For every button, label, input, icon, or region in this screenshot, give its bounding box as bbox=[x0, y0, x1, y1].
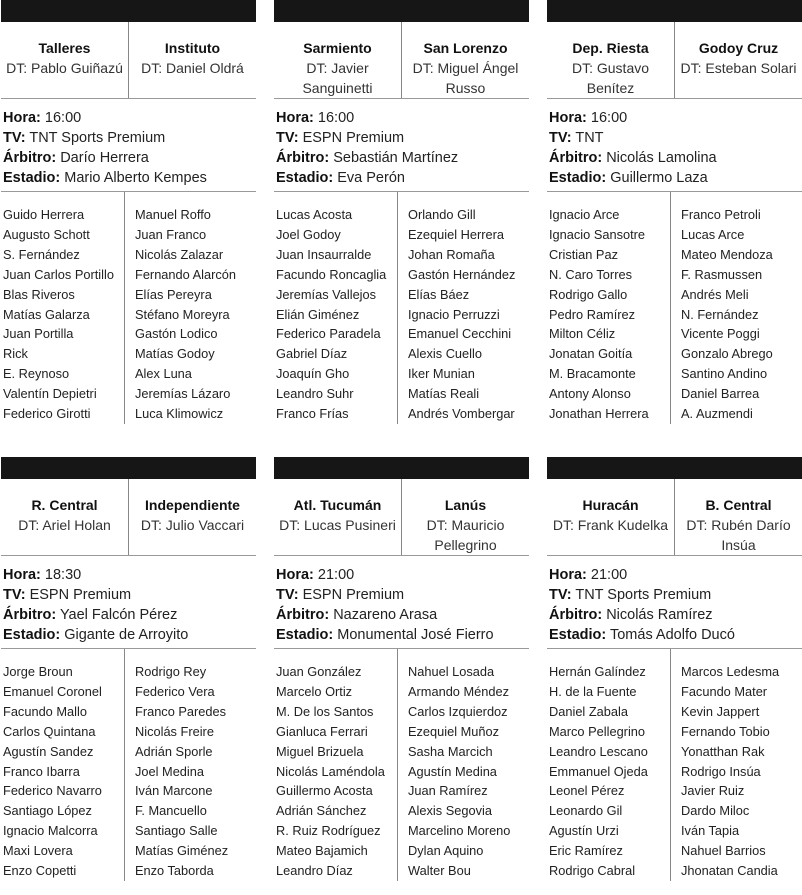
header-bar bbox=[547, 457, 802, 479]
player-name: Federico Vera bbox=[135, 683, 215, 699]
player-name: Guido Herrera bbox=[3, 207, 85, 222]
estadio-label: Estadio: bbox=[276, 627, 334, 643]
tv-line bbox=[3, 128, 256, 148]
player-name: Gastón Lodico bbox=[135, 326, 218, 342]
player-name: Stéfano Moreyra bbox=[135, 306, 230, 322]
coach: DT: Rubén Darío Insúa bbox=[686, 517, 791, 553]
arbitro-line bbox=[276, 148, 529, 168]
estadio-value: Tomás Adolfo Ducó bbox=[609, 627, 735, 643]
player-name: Daniel Zabala bbox=[549, 703, 628, 719]
player-name: Orlando Gill bbox=[408, 207, 476, 222]
player-name: Enzo Copetti bbox=[3, 863, 77, 879]
estadio-value: Monumental José Fierro bbox=[337, 627, 494, 643]
player-name: Marcelo Ortiz bbox=[276, 683, 353, 699]
away-lineup bbox=[670, 192, 802, 424]
away-team bbox=[674, 479, 802, 555]
arbitro-label: Árbitro: bbox=[3, 607, 57, 623]
player-name: Adrián Sporle bbox=[135, 743, 213, 759]
coach: DT: Frank Kudelka bbox=[552, 517, 669, 533]
hora-value: 21:00 bbox=[590, 567, 628, 583]
match-card bbox=[274, 0, 529, 424]
estadio-line bbox=[549, 168, 802, 188]
arbitro-label: Árbitro: bbox=[549, 150, 603, 166]
player-name: Ezequiel Muñoz bbox=[408, 723, 500, 739]
tv-value: TNT Sports Premium bbox=[29, 130, 166, 146]
home-lineup bbox=[1, 192, 124, 424]
player-name: Facundo Mater bbox=[681, 683, 768, 699]
player-name: Jeremías Lázaro bbox=[135, 386, 231, 402]
hora-line bbox=[549, 108, 802, 128]
estadio-label: Estadio: bbox=[549, 627, 607, 643]
hora-line bbox=[276, 108, 529, 128]
player-name: Franco Paredes bbox=[135, 703, 227, 719]
coach: DT: Ariel Holan bbox=[18, 517, 111, 533]
match-card bbox=[547, 457, 802, 881]
tv-line bbox=[549, 585, 802, 605]
player-name: Emanuel Coronel bbox=[3, 683, 102, 699]
player-name: Juan Portilla bbox=[3, 326, 74, 342]
match-info bbox=[274, 99, 529, 192]
team-name: Huracán bbox=[582, 497, 639, 513]
estadio-line bbox=[276, 625, 529, 645]
arbitro-label: Árbitro: bbox=[3, 150, 57, 166]
player-name: Santiago López bbox=[3, 803, 92, 819]
teams-row bbox=[1, 479, 256, 556]
player-name: Santiago Salle bbox=[135, 823, 218, 839]
teams-row bbox=[274, 479, 529, 556]
match-info bbox=[1, 556, 256, 649]
hora-label: Hora: bbox=[3, 567, 41, 583]
teams-row bbox=[1, 22, 256, 99]
player-name: Nicolás Laméndola bbox=[276, 763, 385, 779]
team-name: Talleres bbox=[38, 40, 91, 56]
arbitro-line bbox=[276, 605, 529, 625]
player-name: Blas Riveros bbox=[3, 286, 75, 302]
home-lineup bbox=[274, 192, 397, 424]
team-name: B. Central bbox=[705, 497, 772, 513]
header-bar bbox=[274, 0, 529, 22]
away-team bbox=[674, 22, 802, 98]
player-name: Vicente Poggi bbox=[681, 326, 760, 342]
player-name: Rodrigo Gallo bbox=[549, 286, 628, 302]
player-name: Hernán Galíndez bbox=[549, 664, 646, 679]
tv-line bbox=[549, 128, 802, 148]
player-name: Ignacio Arce bbox=[549, 207, 620, 222]
tv-label: TV: bbox=[276, 130, 299, 146]
tv-label: TV: bbox=[549, 587, 572, 603]
arbitro-line bbox=[549, 148, 802, 168]
player-name: Yonatthan Rak bbox=[681, 743, 765, 759]
teams-row bbox=[547, 479, 802, 556]
player-name: Luca Klimowicz bbox=[135, 406, 224, 422]
estadio-line bbox=[3, 168, 256, 188]
away-lineup bbox=[397, 192, 529, 424]
coach: DT: Esteban Solari bbox=[680, 60, 797, 76]
player-name: Nicolás Zalazar bbox=[135, 246, 224, 262]
player-name: S. Fernández bbox=[3, 246, 80, 262]
player-name: Guillermo Acosta bbox=[276, 783, 373, 799]
team-name: R. Central bbox=[31, 497, 98, 513]
lineups bbox=[547, 649, 802, 881]
player-name: A. Auzmendi bbox=[681, 406, 753, 422]
away-lineup bbox=[397, 649, 529, 881]
player-name: Emanuel Cecchini bbox=[408, 326, 512, 342]
estadio-label: Estadio: bbox=[276, 170, 334, 186]
match-info bbox=[1, 99, 256, 192]
player-name: Gabriel Díaz bbox=[276, 346, 348, 362]
match-card bbox=[1, 0, 256, 424]
tv-label: TV: bbox=[3, 587, 26, 603]
hora-line bbox=[549, 565, 802, 585]
player-name: H. de la Fuente bbox=[549, 683, 637, 699]
coach: DT: Mauricio Pellegrino bbox=[426, 517, 505, 553]
player-name: Leonardo Gil bbox=[549, 803, 623, 819]
estadio-line bbox=[3, 625, 256, 645]
tv-line bbox=[276, 585, 529, 605]
away-team bbox=[401, 479, 529, 555]
player-name: Alex Luna bbox=[135, 366, 192, 382]
arbitro-value: Nicolás Lamolina bbox=[606, 150, 717, 166]
player-name: Ignacio Malcorra bbox=[3, 823, 98, 839]
away-team bbox=[128, 22, 256, 98]
player-name: Andrés Vombergar bbox=[408, 406, 515, 422]
player-name: F. Rasmussen bbox=[681, 266, 763, 282]
lineups bbox=[1, 192, 256, 424]
player-name: Rodrigo Cabral bbox=[549, 863, 636, 879]
player-name: Gianluca Ferrari bbox=[276, 723, 368, 739]
player-name: Dylan Aquino bbox=[408, 843, 484, 859]
hora-value: 16:00 bbox=[590, 110, 628, 126]
player-name: M. Bracamonte bbox=[549, 366, 636, 382]
player-name: Javier Ruiz bbox=[681, 783, 745, 799]
player-name: Johan Romaña bbox=[408, 246, 495, 262]
player-name: Agustín Medina bbox=[408, 763, 497, 779]
player-name: F. Mancuello bbox=[135, 803, 207, 819]
player-name: Carlos Izquierdoz bbox=[408, 703, 508, 719]
coach: DT: Javier Sanguinetti bbox=[302, 60, 373, 96]
hora-value: 21:00 bbox=[317, 567, 355, 583]
header-bar bbox=[274, 457, 529, 479]
tv-value: TNT bbox=[575, 130, 604, 146]
player-name: Fernando Alarcón bbox=[135, 266, 237, 282]
arbitro-value: Darío Herrera bbox=[60, 150, 149, 166]
team-name: Sarmiento bbox=[303, 40, 372, 56]
player-name: N. Caro Torres bbox=[549, 266, 632, 282]
player-name: Ignacio Perruzzi bbox=[408, 306, 500, 322]
lineups bbox=[547, 192, 802, 424]
hora-label: Hora: bbox=[276, 567, 314, 583]
player-name: Eric Ramírez bbox=[549, 843, 623, 859]
match-card bbox=[547, 0, 802, 424]
estadio-value: Mario Alberto Kempes bbox=[64, 170, 207, 186]
coach: DT: Pablo Guiñazú bbox=[6, 60, 123, 76]
hora-label: Hora: bbox=[549, 110, 587, 126]
home-team bbox=[1, 22, 128, 98]
coach: DT: Gustavo Benítez bbox=[571, 60, 650, 96]
home-team bbox=[274, 479, 401, 555]
player-name: Joel Medina bbox=[135, 763, 205, 779]
player-name: Ezequiel Herrera bbox=[408, 226, 505, 242]
player-name: Joaquín Gho bbox=[276, 366, 350, 382]
match-info bbox=[547, 556, 802, 649]
player-name: Iván Marcone bbox=[135, 783, 213, 799]
player-name: Valentín Depietri bbox=[3, 386, 97, 402]
team-name: Dep. Riesta bbox=[572, 40, 649, 56]
estadio-line bbox=[276, 168, 529, 188]
player-name: Jeremías Vallejos bbox=[276, 286, 377, 302]
player-name: Jhonatan Candia bbox=[681, 863, 778, 879]
player-name: Rick bbox=[3, 346, 28, 362]
player-name: Rodrigo Insúa bbox=[681, 763, 761, 779]
player-name: Elías Báez bbox=[408, 286, 470, 302]
match-card bbox=[274, 457, 529, 881]
tv-value: ESPN Premium bbox=[302, 130, 405, 146]
player-name: Federico Navarro bbox=[3, 783, 102, 799]
player-name: Juan Ramírez bbox=[408, 783, 488, 799]
lineups bbox=[274, 192, 529, 424]
player-name: Juan González bbox=[276, 664, 362, 679]
hora-value: 16:00 bbox=[317, 110, 355, 126]
player-name: Marcelino Moreno bbox=[408, 823, 511, 839]
player-name: Matías Giménez bbox=[135, 843, 229, 859]
hora-label: Hora: bbox=[276, 110, 314, 126]
arbitro-line bbox=[3, 605, 256, 625]
player-name: Dardo Miloc bbox=[681, 803, 750, 819]
player-name: Pedro Ramírez bbox=[549, 306, 636, 322]
player-name: Elián Giménez bbox=[276, 306, 360, 322]
home-team bbox=[547, 479, 674, 555]
player-name: Leonel Pérez bbox=[549, 783, 625, 799]
away-lineup bbox=[124, 649, 256, 881]
home-lineup bbox=[274, 649, 397, 881]
team-name: Lanús bbox=[444, 497, 487, 513]
home-lineup bbox=[547, 192, 670, 424]
match-info bbox=[274, 556, 529, 649]
home-lineup bbox=[547, 649, 670, 881]
hora-line bbox=[276, 565, 529, 585]
coach: DT: Daniel Oldrá bbox=[141, 60, 244, 76]
player-name: Iván Tapia bbox=[681, 823, 740, 839]
tv-value: ESPN Premium bbox=[29, 587, 132, 603]
player-name: Iker Munian bbox=[408, 366, 475, 382]
player-name: Alexis Segovia bbox=[408, 803, 492, 819]
player-name: Franco Petroli bbox=[681, 207, 761, 222]
player-name: M. De los Santos bbox=[276, 703, 374, 719]
player-name: Jorge Broun bbox=[3, 664, 73, 679]
player-name: Jonathan Herrera bbox=[549, 406, 649, 422]
estadio-value: Eva Perón bbox=[337, 170, 405, 186]
player-name: Matías Godoy bbox=[135, 346, 215, 362]
player-name: Lucas Acosta bbox=[276, 207, 353, 222]
player-name: Nahuel Barrios bbox=[681, 843, 766, 859]
header-bar bbox=[1, 457, 256, 479]
arbitro-line bbox=[549, 605, 802, 625]
player-name: Santino Andino bbox=[681, 366, 768, 382]
tv-label: TV: bbox=[276, 587, 299, 603]
player-name: Alexis Cuello bbox=[408, 346, 482, 362]
player-name: Cristian Paz bbox=[549, 246, 618, 262]
team-name: Atl. Tucumán bbox=[293, 497, 382, 513]
player-name: Matías Galarza bbox=[3, 306, 90, 322]
coach: DT: Julio Vaccari bbox=[140, 517, 245, 533]
player-name: Facundo Mallo bbox=[3, 703, 87, 719]
player-name: Juan Franco bbox=[135, 226, 207, 242]
player-name: Kevin Jappert bbox=[681, 703, 760, 719]
arbitro-label: Árbitro: bbox=[549, 607, 603, 623]
player-name: Rodrigo Rey bbox=[135, 664, 207, 679]
home-lineup bbox=[1, 649, 124, 881]
home-team bbox=[274, 22, 401, 98]
player-name: Leandro Suhr bbox=[276, 386, 354, 402]
player-name: Armando Méndez bbox=[408, 683, 510, 699]
arbitro-value: Nicolás Ramírez bbox=[606, 607, 713, 623]
player-name: Nahuel Losada bbox=[408, 664, 495, 679]
player-name: Agustín Sandez bbox=[3, 743, 94, 759]
player-name: Leandro Lescano bbox=[549, 743, 648, 759]
player-name: Mateo Mendoza bbox=[681, 246, 773, 262]
player-name: Federico Paradela bbox=[276, 326, 381, 342]
player-name: Daniel Barrea bbox=[681, 386, 760, 402]
player-name: Walter Bou bbox=[408, 863, 471, 879]
estadio-label: Estadio: bbox=[3, 627, 61, 643]
lineups bbox=[1, 649, 256, 881]
player-name: Lucas Arce bbox=[681, 226, 745, 242]
team-name: Independiente bbox=[145, 497, 240, 513]
player-name: Ignacio Sansotre bbox=[549, 226, 646, 242]
player-name: Marcos Ledesma bbox=[681, 664, 780, 679]
player-name: Carlos Quintana bbox=[3, 723, 96, 739]
player-name: Joel Godoy bbox=[276, 226, 341, 242]
player-name: Andrés Meli bbox=[681, 286, 749, 302]
player-name: Juan Insaurralde bbox=[276, 246, 372, 262]
teams-row bbox=[547, 22, 802, 99]
player-name: Leandro Díaz bbox=[276, 863, 353, 879]
player-name: Franco Ibarra bbox=[3, 763, 80, 779]
player-name: Juan Carlos Portillo bbox=[3, 266, 114, 282]
player-name: R. Ruiz Rodríguez bbox=[276, 823, 381, 839]
hora-value: 18:30 bbox=[44, 567, 82, 583]
player-name: N. Fernández bbox=[681, 306, 759, 322]
player-name: Facundo Roncaglia bbox=[276, 266, 387, 282]
team-name: Instituto bbox=[164, 40, 221, 56]
coach: DT: Lucas Pusineri bbox=[279, 517, 396, 533]
away-team bbox=[128, 479, 256, 555]
player-name: Gonzalo Abrego bbox=[681, 346, 773, 362]
hora-line bbox=[3, 565, 256, 585]
team-name: San Lorenzo bbox=[423, 40, 508, 56]
player-name: Mateo Bajamich bbox=[276, 843, 368, 859]
arbitro-value: Yael Falcón Pérez bbox=[59, 607, 178, 623]
player-name: Matías Reali bbox=[408, 386, 480, 402]
tv-line bbox=[276, 128, 529, 148]
player-name: Sasha Marcich bbox=[408, 743, 493, 759]
header-bar bbox=[1, 0, 256, 22]
estadio-label: Estadio: bbox=[549, 170, 607, 186]
teams-row bbox=[274, 22, 529, 99]
player-name: Milton Céliz bbox=[549, 326, 616, 342]
player-name: Nicolás Freire bbox=[135, 723, 214, 739]
away-lineup bbox=[124, 192, 256, 424]
player-name: Jonatan Goitía bbox=[549, 346, 633, 362]
player-name: Federico Girotti bbox=[3, 406, 91, 422]
arbitro-line bbox=[3, 148, 256, 168]
tv-value: TNT Sports Premium bbox=[575, 587, 712, 603]
tv-line bbox=[3, 585, 256, 605]
away-team bbox=[401, 22, 529, 98]
hora-label: Hora: bbox=[3, 110, 41, 126]
player-name: Emmanuel Ojeda bbox=[549, 763, 648, 779]
tv-value: ESPN Premium bbox=[302, 587, 405, 603]
player-name: Maxi Lovera bbox=[3, 843, 73, 859]
away-lineup bbox=[670, 649, 802, 881]
player-name: Adrián Sánchez bbox=[276, 803, 367, 819]
header-bar bbox=[547, 0, 802, 22]
home-team bbox=[547, 22, 674, 98]
tv-label: TV: bbox=[549, 130, 572, 146]
match-card bbox=[1, 457, 256, 881]
player-name: Enzo Taborda bbox=[135, 863, 214, 879]
player-name: Miguel Brizuela bbox=[276, 743, 364, 759]
hora-line bbox=[3, 108, 256, 128]
player-name: Manuel Roffo bbox=[135, 207, 211, 222]
player-name: Fernando Tobio bbox=[681, 723, 770, 739]
player-name: Elías Pereyra bbox=[135, 286, 212, 302]
lineups bbox=[274, 649, 529, 881]
player-name: Augusto Schott bbox=[3, 226, 90, 242]
coach: DT: Miguel Ángel Russo bbox=[412, 60, 519, 96]
hora-label: Hora: bbox=[549, 567, 587, 583]
estadio-value: Guillermo Laza bbox=[610, 170, 708, 186]
player-name: E. Reynoso bbox=[3, 366, 70, 382]
arbitro-label: Árbitro: bbox=[276, 607, 330, 623]
player-name: Franco Frías bbox=[276, 406, 349, 422]
arbitro-label: Árbitro: bbox=[276, 150, 330, 166]
estadio-label: Estadio: bbox=[3, 170, 61, 186]
match-info bbox=[547, 99, 802, 192]
estadio-line bbox=[549, 625, 802, 645]
player-name: Marco Pellegrino bbox=[549, 723, 646, 739]
estadio-value: Gigante de Arroyito bbox=[64, 627, 189, 643]
player-name: Gastón Hernández bbox=[408, 266, 516, 282]
tv-label: TV: bbox=[3, 130, 26, 146]
home-team bbox=[1, 479, 128, 555]
team-name: Godoy Cruz bbox=[698, 40, 779, 56]
player-name: Agustín Urzi bbox=[549, 823, 619, 839]
hora-value: 16:00 bbox=[44, 110, 82, 126]
player-name: Antony Alonso bbox=[549, 386, 631, 402]
arbitro-value: Nazareno Arasa bbox=[333, 607, 438, 623]
arbitro-value: Sebastián Martínez bbox=[333, 150, 459, 166]
